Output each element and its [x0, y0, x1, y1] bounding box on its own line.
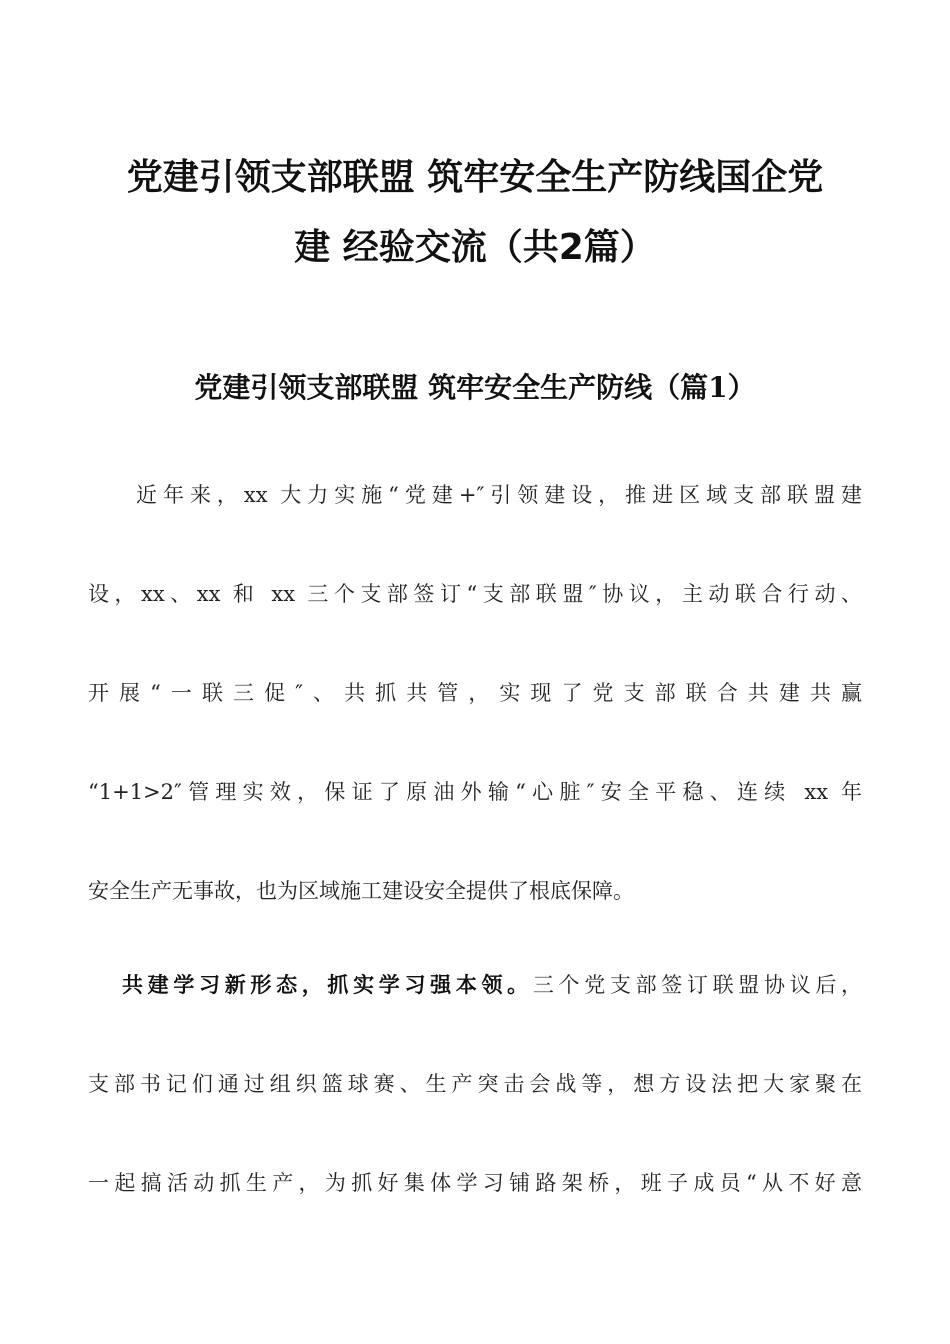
document-title-line-2: 建 经验交流（共2篇） [294, 227, 656, 268]
paragraph-1-line-4: “1+1>2″管理实效，保证了原油外输“心脏″安全平稳、连续 xx 年 [88, 780, 862, 804]
document-title-line-1: 党建引领支部联盟 筑牢安全生产防线国企党 [126, 157, 824, 198]
paragraph-1-line-1: 近年来，xx 大力实施“党建+″引领建设，推进区域支部联盟建 [136, 483, 862, 507]
paragraph-2-line-1 [122, 970, 862, 1000]
paragraph-2-line-3: 一起搞活动抓生产，为抓好集体学习铺路架桥，班子成员“从不好意 [88, 1171, 862, 1195]
section-title: 党建引领支部联盟 筑牢安全生产防线（篇1） [194, 371, 756, 404]
paragraph-1-line-3: 开展“一联三促″、共抓共管，实现了党支部联合共建共赢 [88, 681, 862, 705]
paragraph-2-bold-lead: 共建学习新形态，抓实学习强本领。 [122, 972, 533, 997]
paragraph-1-line-2: 设，xx、xx 和 xx 三个支部签订“支部联盟″协议，主动联合行动、 [88, 582, 862, 606]
paragraph-1-line-5: 安全生产无事故，也为区域施工建设安全提供了根底保障。 [88, 879, 634, 903]
paragraph-2-line-2: 支部书记们通过组织篮球赛、生产突击会战等，想方设法把大家聚在 [88, 1072, 862, 1096]
paragraph-2-first-line-rest: 三个党支部签订联盟协议后， [532, 973, 863, 997]
